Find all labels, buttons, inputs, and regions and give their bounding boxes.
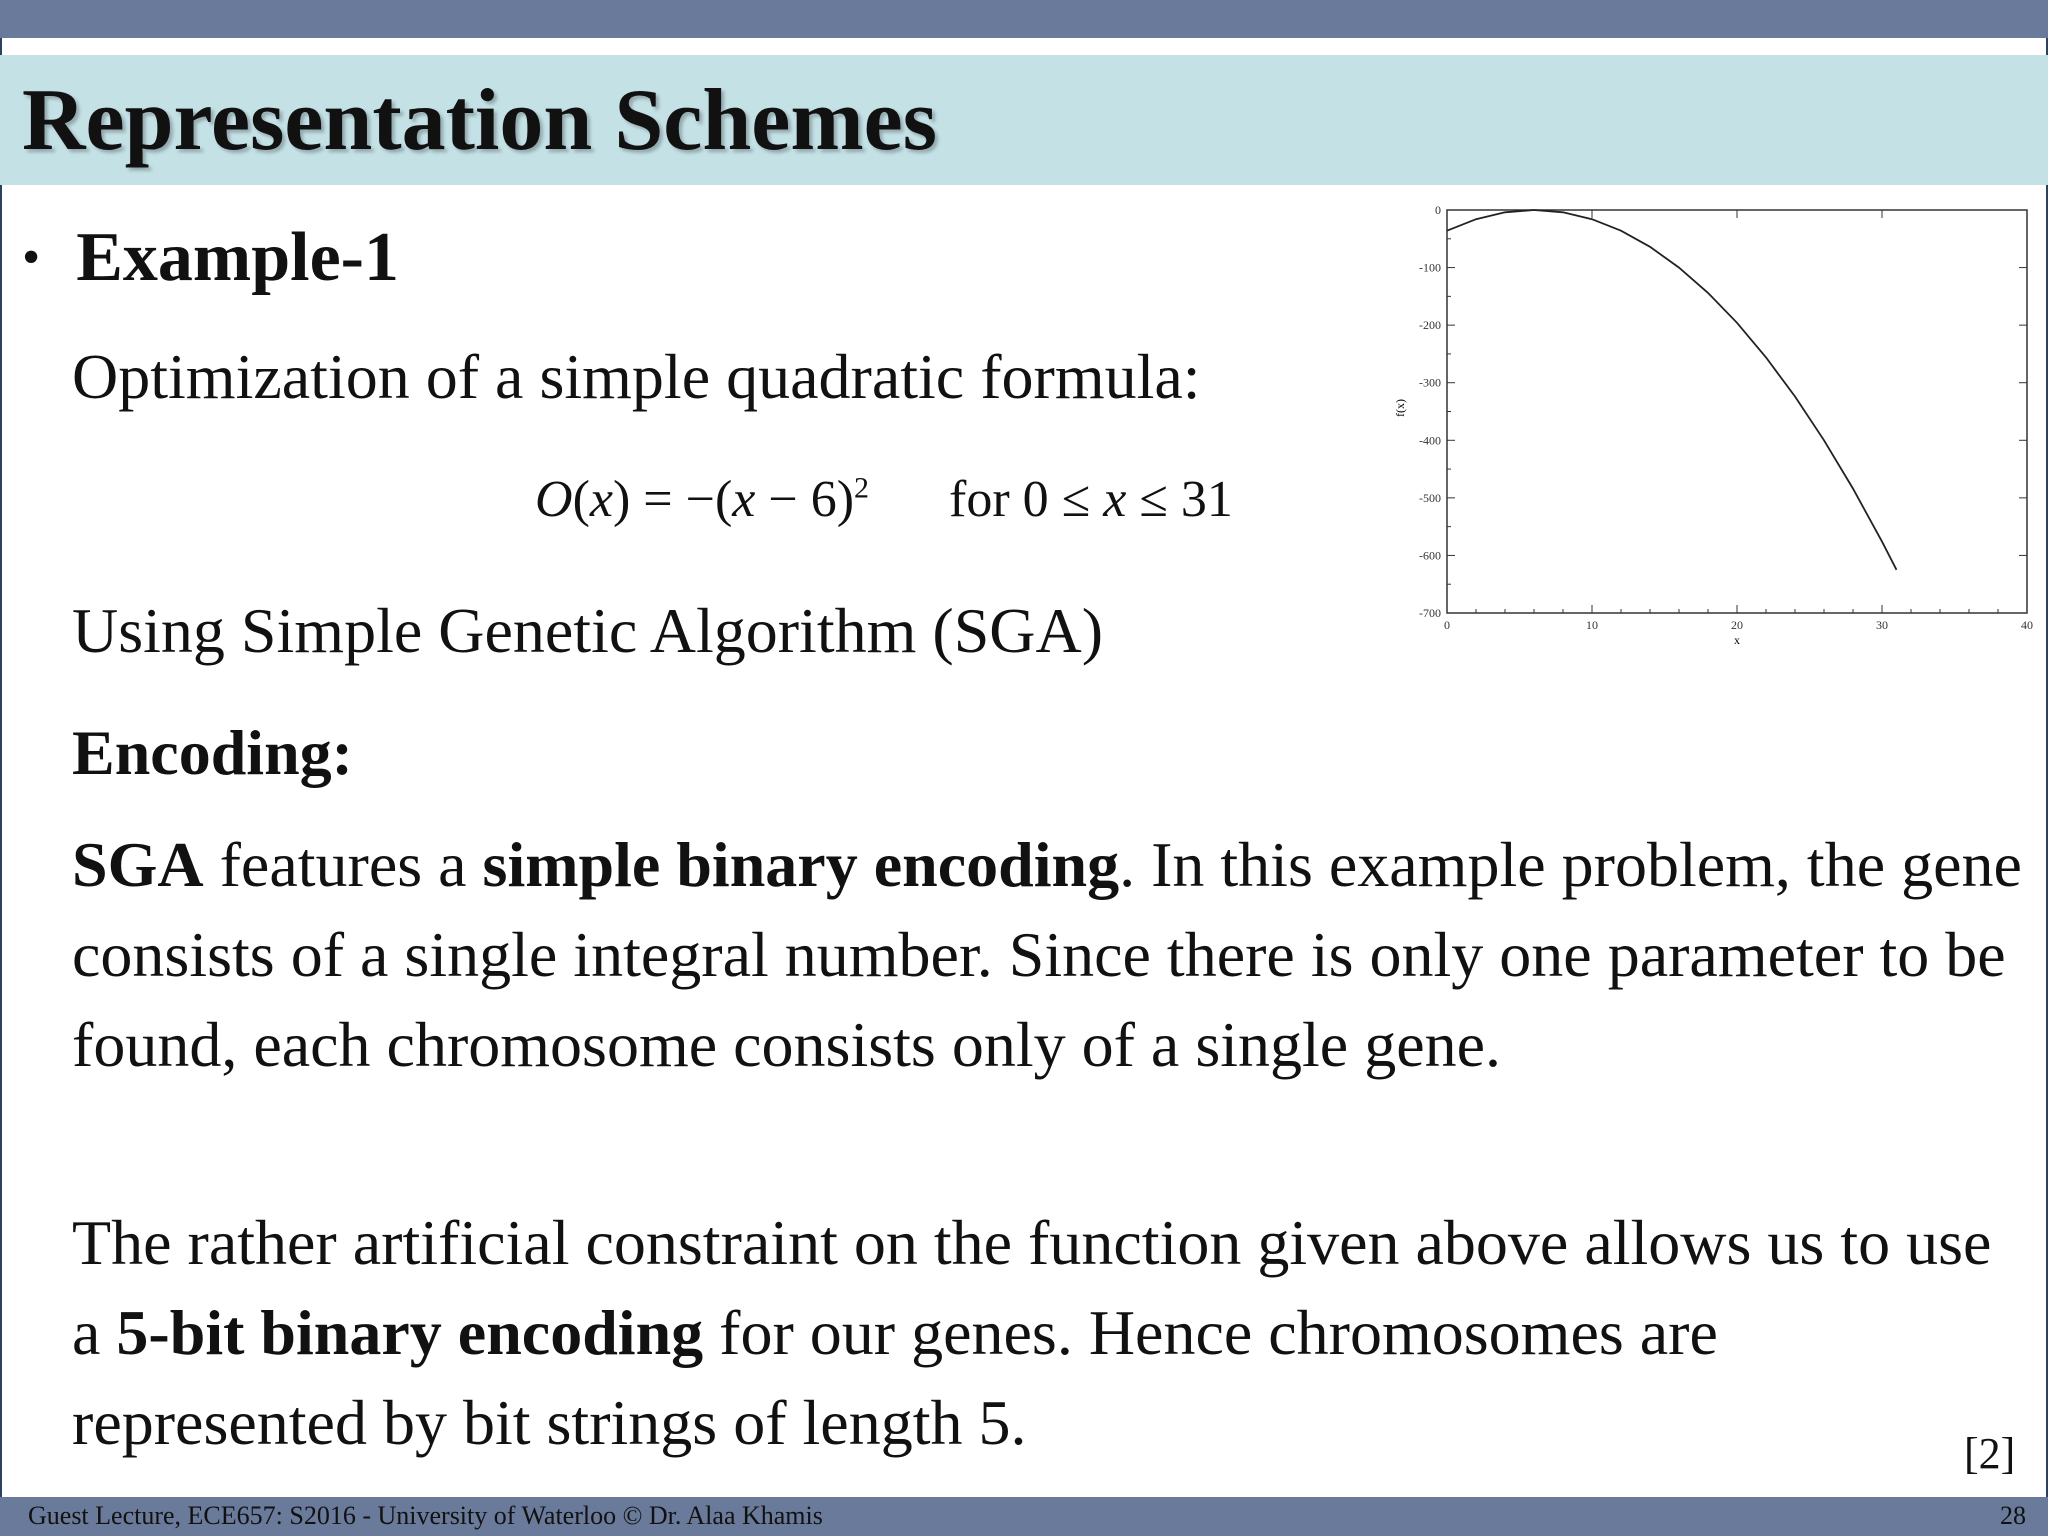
- page-number: 28: [2000, 1501, 2026, 1530]
- slide-title: Representation Schemes: [22, 72, 937, 169]
- formula-x3: x: [1103, 471, 1127, 528]
- p1-bold-encoding: simple binary encoding: [482, 829, 1120, 900]
- p1-text-1: features a: [203, 829, 483, 900]
- y-tick-label: -400: [1419, 433, 1441, 448]
- series-line: [1447, 210, 1897, 570]
- formula-o: O: [535, 471, 573, 528]
- formula-minus6: − 6): [755, 471, 855, 528]
- footer-bar: [0, 1497, 2048, 1536]
- formula-le31: ≤ 31: [1126, 471, 1233, 528]
- x-tick-label: 30: [1876, 618, 1888, 632]
- y-tick-label: -500: [1419, 490, 1441, 505]
- p1-bold-sga: SGA: [72, 829, 204, 900]
- p1-text-2: . In this example problem, the gene consists of a single integral number. Since there is only one parameter to be found, each chromosome consists only of a single gene.: [72, 829, 2022, 1080]
- x-tick-label: 20: [1731, 618, 1743, 632]
- formula: $O(x) = -(x - 6)^2$ for 0 ≤ x ≤ 31: [535, 471, 1233, 528]
- x-tick-label: 40: [2021, 618, 2033, 632]
- x-axis-label: x: [1734, 633, 1740, 647]
- formula-eq: ) = −(: [612, 471, 733, 528]
- formula-x2: x: [732, 471, 756, 528]
- x-tick-label: 10: [1586, 618, 1598, 632]
- top-bar: [0, 0, 2048, 38]
- quadratic-chart: [1390, 198, 2040, 660]
- formula-square: 2: [854, 471, 870, 505]
- bullet-dot: •: [22, 229, 41, 286]
- formula-for: for 0 ≤: [949, 471, 1104, 528]
- plot-frame: [1447, 210, 2027, 613]
- y-tick-label: -100: [1419, 260, 1441, 275]
- p2-text-1: The rather artificial constraint on the function given above allows us to use a: [72, 1207, 1992, 1368]
- using-sga-text: Using Simple Genetic Algorithm (SGA): [72, 595, 1104, 666]
- y-axis-label: f(x): [1393, 399, 1407, 417]
- x-tick-label: 0: [1444, 618, 1450, 632]
- y-tick-label: -300: [1419, 375, 1441, 390]
- footer-credit: Guest Lecture, ECE657: S2016 - University of Waterloo © Dr. Alaa Khamis: [28, 1501, 823, 1530]
- formula-x1: x: [589, 471, 613, 528]
- example-label: Example-1: [76, 219, 399, 296]
- y-tick-label: -700: [1419, 606, 1441, 620]
- encoding-heading: Encoding:: [72, 717, 353, 788]
- y-tick-label: -600: [1419, 548, 1441, 563]
- reference-marker: [2]: [1964, 1429, 2016, 1478]
- p2-text-2: for our genes. Hence chromosomes are represented by bit strings of length 5.: [72, 1297, 1718, 1458]
- bullet-example: [22, 218, 399, 298]
- intro-text: Optimization of a simple quadratic formula:: [72, 341, 1201, 412]
- p2-bold-5bit: 5-bit binary encoding: [116, 1297, 704, 1368]
- y-tick-label: 0: [1435, 203, 1441, 217]
- paragraph-1: [72, 820, 2022, 1090]
- y-tick-label: -200: [1419, 318, 1441, 333]
- paragraph-2: [72, 1198, 2022, 1468]
